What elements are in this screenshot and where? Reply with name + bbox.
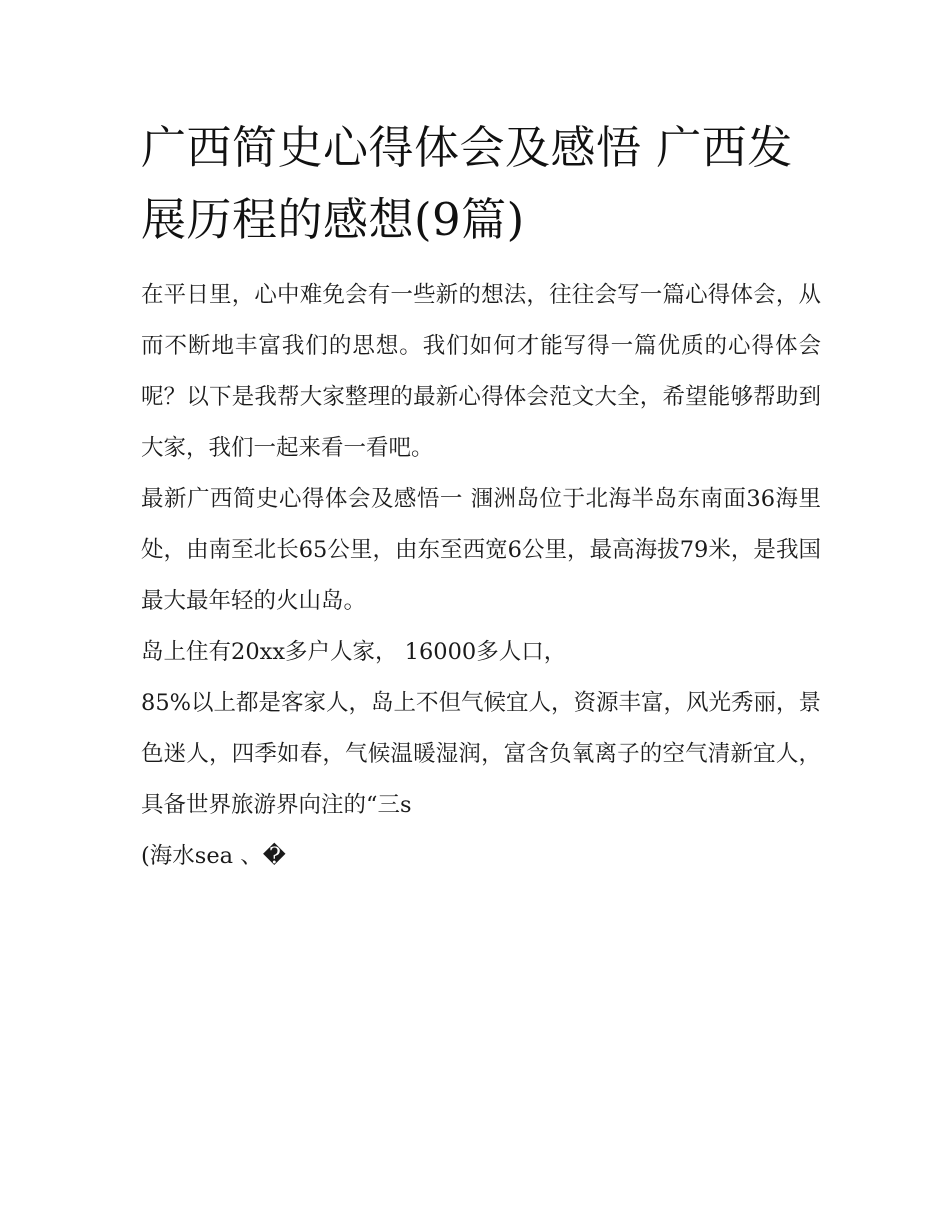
- body-paragraph: 最新广西简史心得体会及感悟一 涠洲岛位于北海半岛东南面36海里处，由南至北长65公里，由东至西宽6公里，最高海拔79米，是我国最大最年轻的火山岛。: [141, 486, 821, 614]
- document-title: 广西简史心得体会及感悟 广西发展历程的感想(9篇): [141, 121, 793, 246]
- body-paragraph: 岛上住有20xx多户人家， 16000多人口，: [141, 639, 567, 665]
- body-paragraph: 85%以上都是客家人，岛上不但气候宜人，资源丰富，风光秀丽，景色迷人，四季如春，气候温暖湿润，富含负氧离子的空气清新宜人，具备世界旅游界向注的“三s: [141, 690, 822, 818]
- intro-paragraph: 在平日里，心中难免会有一些新的想法，往往会写一篇心得体会，从而不断地丰富我们的思想。我们如何才能写得一篇优质的心得体会呢？以下是我帮大家整理的最新心得体会范文大全，希望能够帮助到大家，我们一起来看一看吧。: [141, 282, 821, 461]
- document-body: [141, 112, 821, 882]
- body-paragraph: (海水sea 、�: [141, 843, 286, 869]
